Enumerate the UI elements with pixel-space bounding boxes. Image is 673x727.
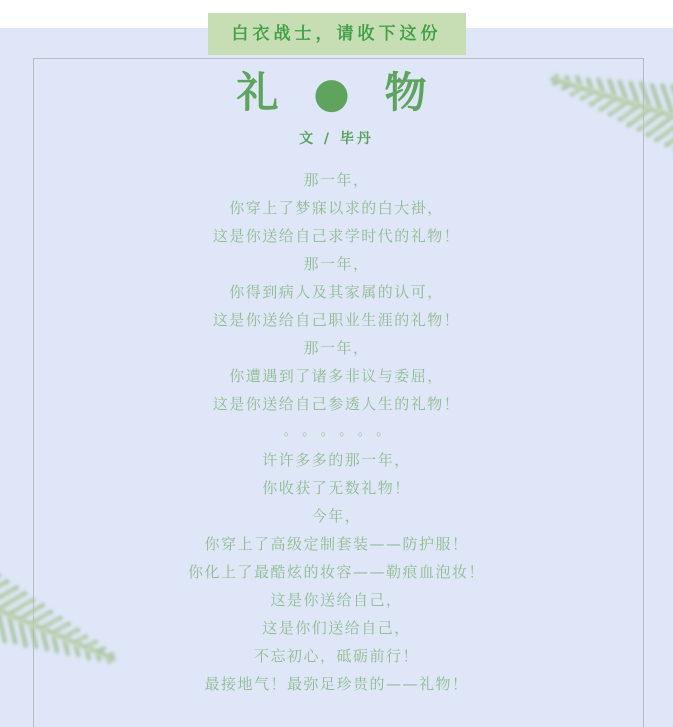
- poem-line: 这是你送给自己职业生涯的礼物！: [212, 311, 461, 329]
- poem-body: [0, 166, 673, 698]
- poem-line: 许许多多的那一年，: [262, 451, 411, 469]
- poem-line: 你穿上了梦寐以求的白大褂，: [229, 199, 444, 217]
- header-badge-label: 白衣战士，请收下这份: [231, 24, 442, 44]
- header-badge: [208, 13, 466, 55]
- poem-line: 那一年，: [303, 171, 370, 189]
- poem-line: 那一年，: [303, 339, 370, 357]
- poem-line: 这是你送给自己参透人生的礼物！: [212, 395, 461, 413]
- poem-line: 不忘初心，砥砺前行！: [253, 647, 419, 665]
- poem-line: 这是你送给自己求学时代的礼物！: [212, 227, 461, 245]
- poem-line: 这是你送给自己，: [270, 591, 403, 609]
- poem-line: 你化上了最酷炫的妆容——勒痕血泡妆！: [187, 563, 485, 581]
- article-title: 礼 ● 物: [236, 68, 437, 117]
- poem-line: 你穿上了高级定制套装——防护服！: [204, 535, 469, 553]
- poem-line: 那一年，: [303, 255, 370, 273]
- poem-separator-dots: 。。。。。。: [283, 424, 402, 439]
- poem-line: 今年，: [311, 507, 362, 525]
- poem-line: 你收获了无数礼物！: [262, 479, 411, 497]
- poem-line: 最接地气！最弥足珍贵的——礼物！: [204, 675, 469, 693]
- poem-line: 你得到病人及其家属的认可，: [229, 283, 444, 301]
- poem-line: 这是你们送给自己，: [262, 619, 411, 637]
- poem-line: 你遭遇到了诸多非议与委屈，: [229, 367, 444, 385]
- byline: 文 / 毕丹: [299, 131, 374, 147]
